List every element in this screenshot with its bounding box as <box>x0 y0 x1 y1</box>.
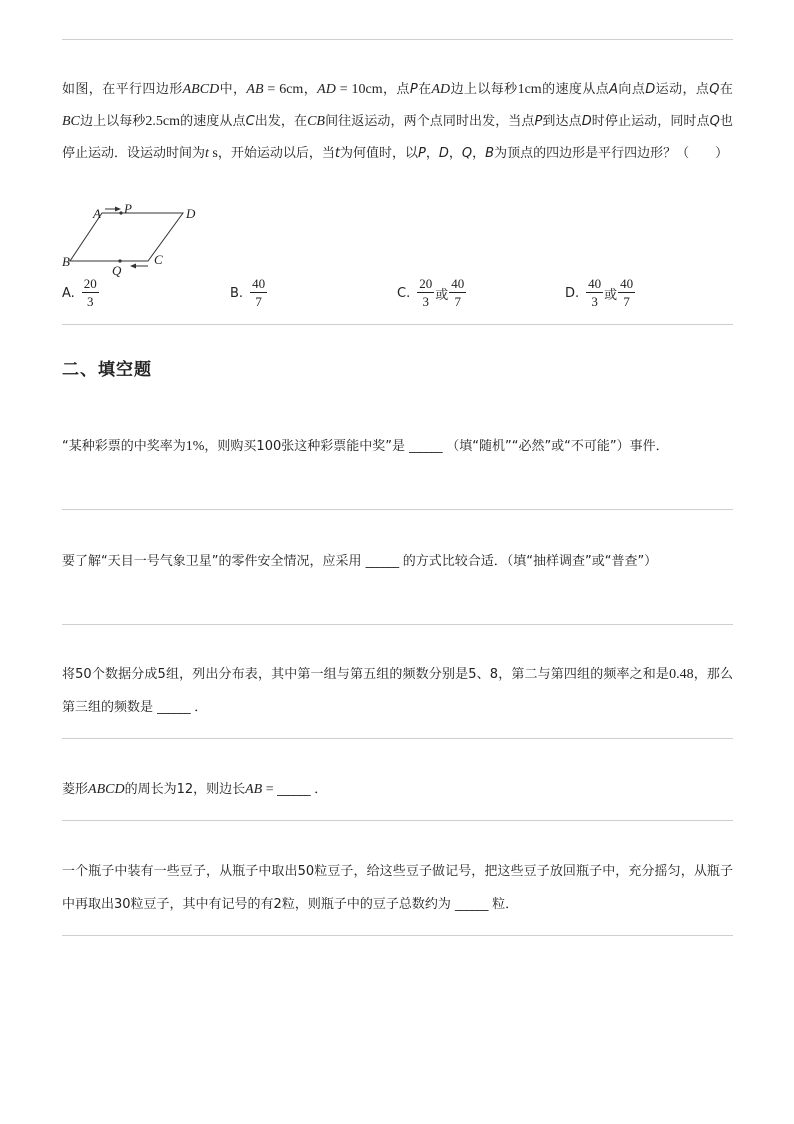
vertex-label-c: C <box>154 252 163 267</box>
numerator: 20 <box>83 276 97 291</box>
option-d <box>565 276 635 310</box>
separator <box>62 935 733 936</box>
point-name: Q <box>709 82 720 97</box>
math-value: = 10cm <box>335 82 383 97</box>
answer-blank: ______ <box>409 439 443 453</box>
math-value: 1cm <box>517 82 542 97</box>
text-run: 要了解“天目一号气象卫星”的零件安全情况，应采用 <box>62 554 366 569</box>
answer-blank: ______ <box>454 897 488 911</box>
numerator: 40 <box>588 276 602 291</box>
point-name: P <box>409 82 418 97</box>
numerator: 40 <box>620 276 634 291</box>
vertex-label-b: B <box>62 254 70 269</box>
text-run: 边上以每秒 <box>79 114 146 129</box>
text-run: 的速度从点 <box>541 82 610 97</box>
math-expression: ABCD <box>88 782 125 797</box>
denominator: 3 <box>591 294 598 309</box>
denominator: 3 <box>87 294 94 309</box>
text-run: 边上以每秒 <box>450 82 518 97</box>
fill-question-3 <box>62 659 733 724</box>
math-value: s <box>208 146 218 161</box>
text-run: 也停止运动．设运动时间为 <box>62 114 733 161</box>
math-value: = 6cm <box>263 82 304 97</box>
point-p-dot <box>119 211 122 214</box>
text-run: ，则购买100张这种彩票能中奖”是 <box>204 439 410 454</box>
separator <box>62 820 733 821</box>
text-run: 如图，在平行四边形 <box>62 82 183 97</box>
math-expression: AB <box>245 782 263 797</box>
vertex-label-d: D <box>186 206 196 221</box>
option-label: D. <box>565 285 580 301</box>
fraction <box>82 277 99 309</box>
math-value: 1% <box>185 439 205 454</box>
math-value: = <box>262 782 278 797</box>
separator <box>62 624 733 625</box>
option-label: A. <box>62 285 75 301</box>
text-run: 在 <box>719 82 733 97</box>
option-label: C. <box>397 285 411 301</box>
text-run: “某种彩票的中奖率为 <box>62 439 186 454</box>
text-run: 粒． <box>487 897 519 912</box>
denominator: 7 <box>623 294 630 309</box>
text-run: ， <box>448 146 462 161</box>
math-expression: AB <box>246 82 264 97</box>
text-run: 出发，在 <box>254 114 308 129</box>
fill-question-4 <box>62 773 733 806</box>
text-run: 向点 <box>618 82 646 97</box>
text-run: ． <box>310 782 328 797</box>
parallelogram-figure <box>62 200 202 280</box>
arrow-head-icon <box>115 207 121 212</box>
text-run: 在 <box>417 82 432 97</box>
point-name: A <box>609 82 619 97</box>
math-expression: AD <box>317 82 336 97</box>
text-run: 的周长为12，则边长 <box>124 782 246 797</box>
text-run: 中， <box>219 82 247 97</box>
arrow-head-icon <box>130 264 136 269</box>
fraction <box>250 277 267 309</box>
point-name: B <box>485 146 495 161</box>
fraction <box>618 277 635 309</box>
fraction <box>586 277 603 309</box>
point-name: Q <box>461 146 473 161</box>
point-name: Q <box>709 114 720 129</box>
option-b <box>230 276 267 310</box>
text-run: 时停止运动，同时点 <box>591 114 710 129</box>
parallelogram-abcd <box>70 213 183 261</box>
text-run: ， <box>425 146 439 161</box>
separator <box>62 509 733 510</box>
fill-question-2 <box>62 546 733 577</box>
separator <box>62 738 733 739</box>
math-value: 0.48 <box>669 667 694 682</box>
text-run: ， <box>303 82 318 97</box>
fill-question-5 <box>62 856 733 921</box>
denominator: 7 <box>255 294 262 309</box>
text-run: 间往返运动，两个点同时出发，当点 <box>324 114 535 129</box>
text-run: 到达点 <box>542 114 582 129</box>
point-name: D <box>438 146 449 161</box>
option-connector: 或 <box>604 287 618 303</box>
math-value: 2.5cm <box>145 114 181 129</box>
numerator: 40 <box>252 276 266 291</box>
point-name: C <box>245 114 255 129</box>
option-label: B. <box>230 285 244 301</box>
separator <box>62 324 733 325</box>
text-run: ，那么第三组的频数是 <box>62 667 733 715</box>
text-run: 菱形 <box>62 782 89 797</box>
question-1-stem <box>62 74 733 170</box>
text-run: ，开始运动以后，当 <box>217 146 335 161</box>
vertex-label-a: A <box>93 206 101 221</box>
point-name: P <box>418 146 426 161</box>
section-heading: 二、填空题 <box>62 360 152 380</box>
point-name: P <box>534 114 543 129</box>
fraction <box>417 277 434 309</box>
math-expression: BC <box>62 114 80 129</box>
numerator: 40 <box>451 276 465 291</box>
option-c <box>397 276 466 310</box>
math-expression: AD <box>431 82 451 97</box>
answer-blank: ______ <box>365 554 399 568</box>
math-expression: ABCD <box>182 82 220 97</box>
fill-question-1 <box>62 430 733 463</box>
point-name: t <box>334 146 340 161</box>
text-run: 的方式比较合适．（填“抽样调查”或“普查”） <box>398 554 658 569</box>
numerator: 20 <box>419 276 433 291</box>
text-run: 为何值时，以 <box>339 146 418 161</box>
fraction <box>449 277 466 309</box>
separator-top <box>62 39 733 40</box>
denominator: 7 <box>454 294 461 309</box>
denominator: 3 <box>422 294 429 309</box>
math-expression: t <box>205 146 209 161</box>
text-run: ， <box>472 146 486 161</box>
answer-blank: ______ <box>157 700 191 714</box>
text-run: （填“随机”“必然”或“不可能”）事件． <box>442 439 669 454</box>
text-run: 运动，点 <box>655 82 710 97</box>
text-run: ，点 <box>382 82 410 97</box>
point-label-q: Q <box>112 263 122 278</box>
text-run: 的速度从点 <box>180 114 246 129</box>
option-a <box>62 276 99 310</box>
text-run: ． <box>190 700 208 715</box>
text-run: 一个瓶子中装有一些豆子，从瓶子中取出50粒豆子，给这些豆子做记号，把这些豆子放回瓶子中，充分摇匀，从瓶子中再取出30粒豆子，其中有记号的有2粒，则瓶子中的豆子总数约为 <box>62 864 733 912</box>
text-run: 为顶点的四边形是平行四边形？（ ） <box>494 146 729 161</box>
text-run: 将50个数据分成5组，列出分布表，其中第一组与第五组的频数分别是5、8，第二与第四组的频率之和是 <box>62 667 670 682</box>
math-expression: CB <box>307 114 325 129</box>
option-connector: 或 <box>435 287 449 303</box>
answer-blank: ______ <box>277 782 311 796</box>
point-name: D <box>581 114 592 129</box>
point-label-p: P <box>124 201 132 216</box>
point-name: D <box>645 82 656 97</box>
